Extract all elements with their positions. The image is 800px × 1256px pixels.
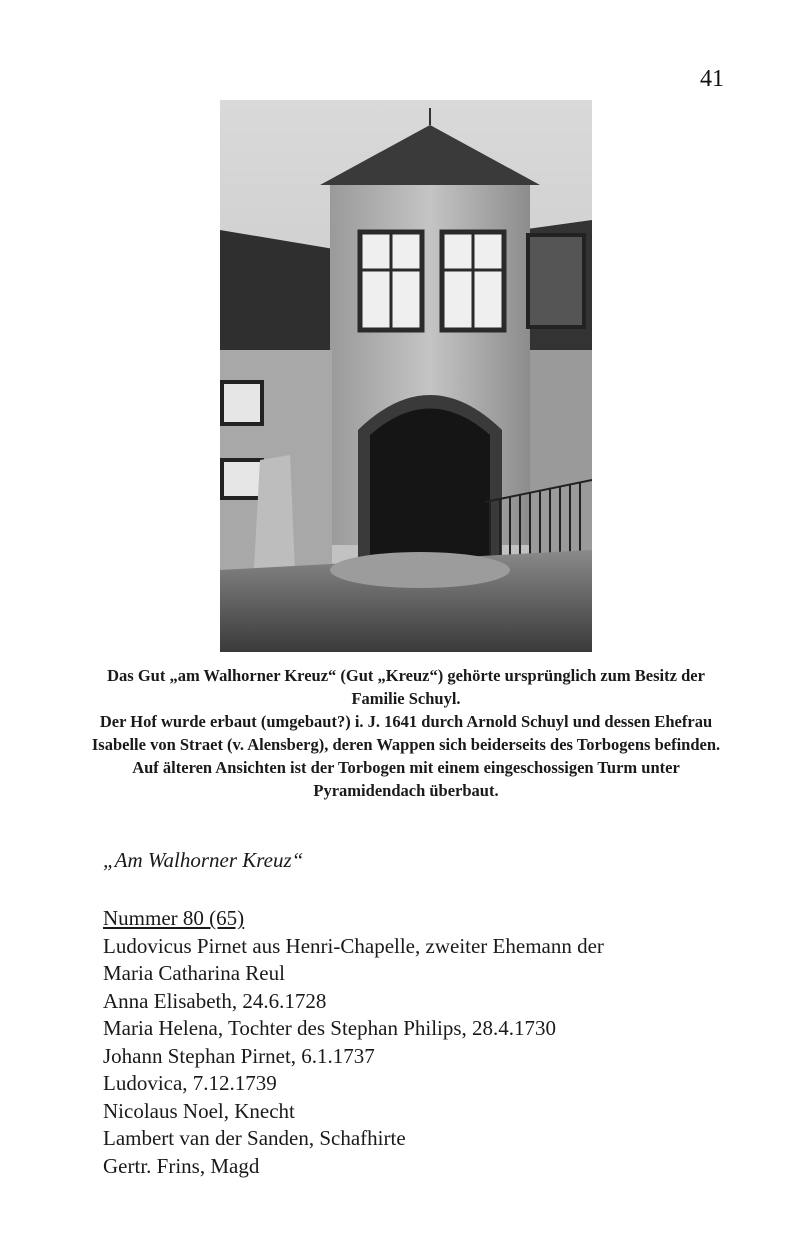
house-photo-illustration xyxy=(220,100,592,652)
caption-line: Der Hof wurde erbaut (umgebaut?) i. J. 1641 durch Arnold Schuyl und dessen Ehefrau Isabelle von Straet (v. Alensberg), deren Wappen sich beiderseits des Torbogens befinden. xyxy=(91,712,721,754)
section-heading: „Am Walhorner Kreuz“ xyxy=(103,848,304,872)
page-number: 41 xyxy=(700,66,724,92)
household-entry xyxy=(103,905,604,1180)
photograph-gut-am-walhorner-kreuz xyxy=(220,100,592,652)
entry-line: Maria Helena, Tochter des Stephan Philips, 28.4.1730 xyxy=(103,1016,557,1040)
caption-line: Das Gut „am Walhorner Kreuz“ (Gut „Kreuz“) gehörte ursprünglich zum Besitz der Familie Schuyl. xyxy=(107,666,705,708)
entry-line: Maria Catharina Reul xyxy=(103,961,285,985)
entry-line: Anna Elisabeth, 24.6.1728 xyxy=(103,988,327,1013)
entry-line: Lambert van der Sanden, Schafhirte xyxy=(103,1126,406,1150)
entry-line: Ludovicus Pirnet aus Henri-Chapelle, zweiter Ehemann der xyxy=(103,933,604,958)
entry-number: Nummer 80 (65) xyxy=(103,906,245,930)
entry-line: Ludovica, 7.12.1739 xyxy=(103,1071,277,1095)
entry-line: Johann Stephan Pirnet, 6.1.1737 xyxy=(103,1043,375,1068)
entry-line: Nicolaus Noel, Knecht xyxy=(103,1098,295,1123)
photo-caption xyxy=(80,664,732,802)
entry-line: Gertr. Frins, Magd xyxy=(103,1153,260,1178)
caption-line: Auf älteren Ansichten ist der Torbogen mit einem eingeschossigen Turm unter Pyramidendach überbaut. xyxy=(132,758,680,800)
